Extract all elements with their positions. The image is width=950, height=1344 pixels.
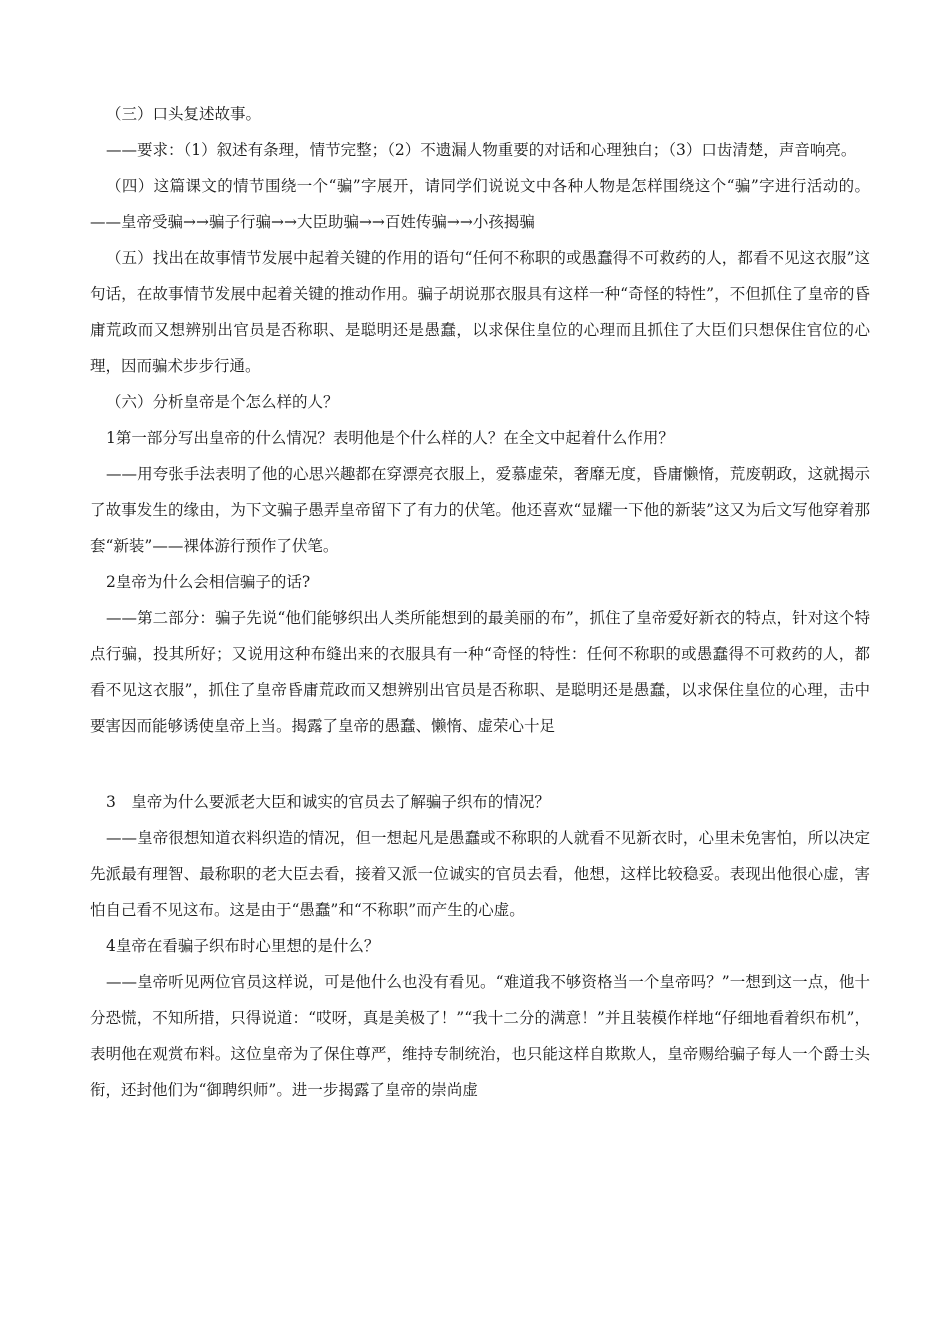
question-4: 4皇帝在看骗子织布时心里想的是什么？ xyxy=(106,937,380,955)
key-sentence-paragraph: （五）找出在故事情节发展中起着关键的作用的语句“任何不称职的或愚蠢得不可救药的人，都看不见这衣服”这句话，在故事情节发展中起着关键的推动作用。骗子胡说那衣服具有这样一种“奇怪的特性”，不但抓住了皇帝的昏庸荒政而又想辨别出官员是否称职、是聪明还是愚蠢，以求保住皇位的心理而且抓住了大臣们只想保住官位的心理，因而骗术步步行通。 xyxy=(90,249,870,375)
answer-4: ——皇帝听见两位官员这样说，可是他什么也没有看见。“难道我不够资格当一个皇帝吗？”一想到这一点，他十分恐慌，不知所措，只得说道：“哎呀，真是美极了！”“我十二分的满意！”并且装模作样地“仔细地看着织布机”，表明他在观赏布料。这位皇帝为了保住尊严，维持专制统治，也只能这样自欺欺人，皇帝赐给骗子每人一个爵士头衔，还封他们为“御聘织师”。进一步揭露了皇帝的崇尚虚 xyxy=(90,973,870,1099)
retell-requirements: ——要求：（1）叙述有条理，情节完整；（2）不遗漏人物重要的对话和心理独白；（3）口齿清楚，声音响亮。 xyxy=(106,141,857,159)
document-page xyxy=(90,96,870,1108)
question-1: 1第一部分写出皇帝的什么情况？表明他是个什么样的人？在全文中起着什么作用？ xyxy=(106,429,674,447)
question-2: 2皇帝为什么会相信骗子的话? xyxy=(106,573,311,591)
section-gap xyxy=(90,744,870,784)
answer-1: ——用夸张手法表明了他的心思兴趣都在穿漂亮衣服上，爱慕虚荣，奢靡无度，昏庸懒惰，荒废朝政，这就揭示了故事发生的缘由，为下文骗子愚弄皇帝留下了有力的伏笔。他还喜欢“显耀一下他的新装”这又为后文写他穿着那套“新装”——裸体游行预作了伏笔。 xyxy=(90,465,870,555)
heading-analyze-emperor: （六）分析皇帝是个怎么样的人？ xyxy=(106,393,339,411)
heading-retell-story: （三）口头复述故事。 xyxy=(106,105,262,123)
plot-deception-paragraph: （四）这篇课文的情节围绕一个“骗”字展开，请同学们说说文中各种人物是怎样围绕这个“骗”字进行活动的。——皇帝受骗→→骗子行骗→→大臣助骗→→百姓传骗→→小孩揭骗 xyxy=(90,177,870,231)
answer-2: ——第二部分：骗子先说“他们能够织出人类所能想到的最美丽的布”，抓住了皇帝爱好新衣的特点，针对这个特点行骗，投其所好；又说用这种布缝出来的衣服具有一种“奇怪的特性：任何不称职的或愚蠢得不可救药的人，都看不见这衣服”，抓住了皇帝昏庸荒政而又想辨别出官员是否称职、是聪明还是愚蠢，以求保住皇位的心理，击中要害因而能够诱使皇帝上当。揭露了皇帝的愚蠢、懒惰、虚荣心十足 xyxy=(90,609,870,735)
answer-3: ——皇帝很想知道衣料织造的情况，但一想起凡是愚蠢或不称职的人就看不见新衣时，心里未免害怕，所以决定先派最有理智、最称职的老大臣去看，接着又派一位诚实的官员去看，他想，这样比较稳妥。表现出他很心虚，害怕自己看不见这布。这是由于“愚蠢”和“不称职”而产生的心虚。 xyxy=(90,829,870,919)
question-3: 3 皇帝为什么要派老大臣和诚实的官员去了解骗子织布的情况？ xyxy=(106,793,550,811)
